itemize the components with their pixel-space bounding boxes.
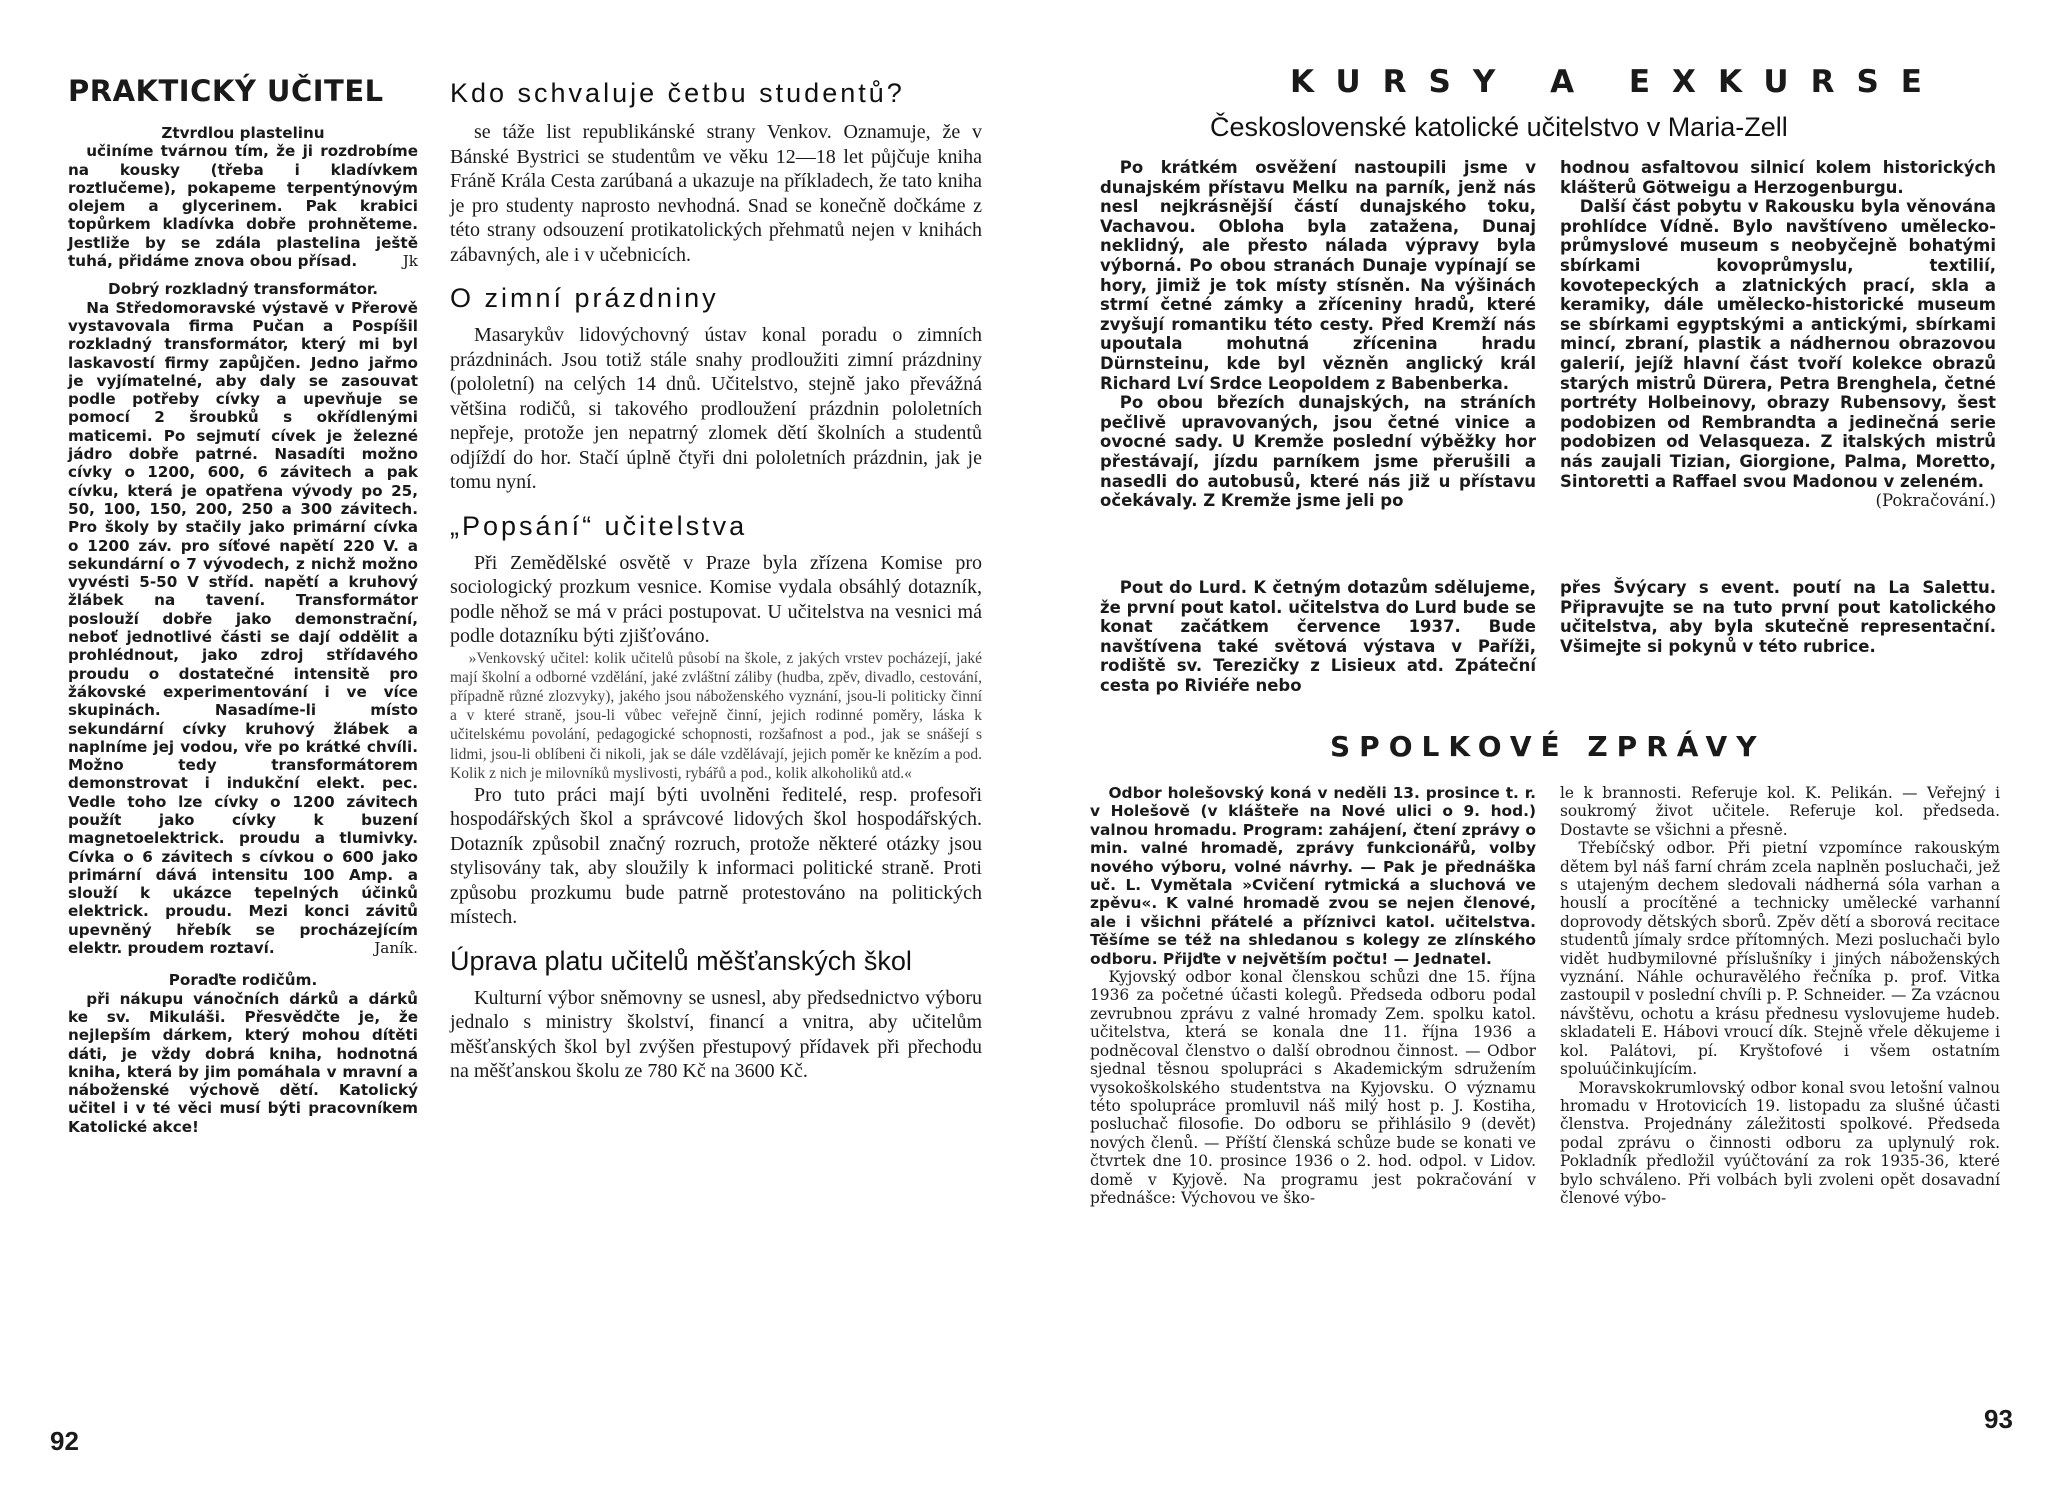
practical-teacher-column [68, 118, 418, 1136]
courses-section-title: KURSY A EXKURSE [1290, 64, 1944, 100]
paragraph: Třebíčský odbor. Při pietní vzpomínce rakouským dětem byl náš farní chrám zcela naplněn posluchači, jež s utajeným dechem sledovali nádherná sóla varhan a houslí a procítěné a technicky umělecké varhanní doprovody dětských sborů. Zpěv dětí a sborová recitace studentů jímaly srdce přítomných. Mezi posluchači bylo vidět hudbymilovné příslušníky i jiných náboženských vyznání. Náhle ochuravělého řečníka p. prof. Vitka zastoupil v poslední chvíli p. P. Schneider. — Za vzácnou návštěvu, ochotu a krásu přednesu vyslovujeme hudeb. skladateli E. Hábovi vroucí dík. Stejně vřele děkujeme i kol. Palátovi, pí. Kryštofové i všem ostatním spoluúčinkujícím. [1560, 839, 2000, 1079]
paragraph: Odbor holešovský koná v neděli 13. prosince t. r. v Holešově (v klášteře na Nové ulici o 9. hod.) valnou hromadu. Program: zahájení, čtení zprávy o min. valné hromadě, zprávy funkcionářů, volby nového výboru, volné návrhy. — Pak je přednáška uč. L. Vymětala »Cvičení rytmická a sluchová ve zpěvu«. K valné hromadě zvou se nejen členové, ale i všichni přátelé a příznivci katol. učitelstva. Těšíme se též na shledanou s kolegy ze zlínského odboru. Přijďte v největším počtu! — Jednatel. [1090, 784, 1536, 968]
article-left-column [1100, 158, 1536, 511]
section-heading: „Popsání“ učitelstva [450, 510, 748, 541]
section-heading: O zimní prázdniny [450, 283, 719, 313]
association-news-title: SPOLKOVÉ ZPRÁVY [1330, 730, 1766, 763]
item-text: učiníme tvárnou tím, že ji rozdrobíme na kousky (třeba i kladívkem roztlučeme), pokapeme terpentýnovým olejem a glycerinem. Pak krabici topůrkem kladívka dobře prohněteme. Jestliže by se zdála plastelina ještě tuhá, přidáme znova obou přísad. Jk [68, 142, 418, 271]
paragraph: Masarykův lidovýchovný ústav konal poradu o zimních prázdninách. Jsou totiž stále snahy prodloužiti zimní prázdniny (pololetní) na celých 14 dnů. Učitelstvo, stejně jako převážná většina rodičů, si takového prodloužení prázdnin pololetních nepřeje, protože jen nepatrný zlomek dětí školních a studentů odjíždí do hor. Stačí úplně čtyři dni pololetních prázdnin, jak je tomu nyní. [450, 324, 982, 493]
paragraph: Kyjovský odbor konal členskou schůzi dne 15. října 1936 za početné účasti kolegů. Předseda odboru podal zevrubnou zprávu z valné hromady Zem. spolku katol. učitelstva, která se konala dne 11. října 1936 a podněcoval členstvo o další obrodnou činnost. — Odbor sjednal těsnou spolupráci s Akademickým sdružením vysokoškolského studentstva na Kyjovsku. O významu této spolupráce promluvil náš milý host p. J. Kostiha, posluchač filosofie. Do odboru se přihlásilo 9 (devět) nových členů. — Příští členská schůze bude se konati ve čtvrtek dne 10. prosince 1936 o 2. hod. odpol. v Lidov. domě v Kyjově. Na programu jest pokračování v přednášce: Výchovou ve ško- [1090, 968, 1536, 1207]
item-text: při nákupu vánočních dárků a dárků ke sv. Mikuláši. Přesvědčte je, že nejlepším dárkem, který mohou dítěti dáti, je vždy dobrá kniha, hodnotná kniha, která by jim pomáhala v mravní a náboženské výchově dětí. Katolický učitel i v té věci musí býti pracovníkem Katolické akce! [68, 989, 418, 1136]
item-text: Na Středomoravské výstavě v Přerově vystavovala firma Pučan a Pospíšil rozkladný transformátor, který mi byl laskavostí firmy zapůjčen. Jedno jařmo je vyjímatelné, aby daly se zasouvat podle potřeby cívky a upevňuje se pomocí 2 šroubků s okřídlenými maticemi. Po sejmutí cívek je železné jádro dobře patrné. Nasadíti možno cívky o 1200, 600, 6 závitech a pak cívku, která je opatřena vývody po 25, 50, 100, 150, 200, 250 a 300 závitech. Pro školy by stačily jako primární cívka o 1200 záv. pro síťové napětí 220 V. a sekundární o 7 vývodech, z nichž možno vyvésti 5-50 V stříd. napětí a kruhový žlábek na tavení. Transformátor poslouží dobře jako demonstrační, neboť jednotlivé části se dají oddělit a prohlédnout, jako zdroj střídavého proudu o dostatečné intensitě pro žákovské experimentování i ve více skupinách. Nasadíme-li místo sekundární cívky kruhový žlábek a naplníme jej vodou, vře po krátké chvíli. Možno tedy transformátorem demonstrovat i indukční elekt. pec. Vedle toho lze cívky o 1200 závitech použít jako cívky k buzení magnetoelektrick. proudu a tlumivky. Cívka o 6 závitech s cívkou o 600 jako primární dává intensitu 100 Amp. a slouží k ukázce tepelných účinků elektrick. proudu. Mezi konci závitů upevněný hřebík se procházejícím elektr. proudem roztaví. Janík. [68, 298, 418, 958]
item-subtitle: Dobrý rozkladný transformátor. [107, 280, 379, 299]
paragraph: Pro tuto práci mají býti uvolněni ředitelé, resp. profesoři hospodářských škol a správcové lidových škol hospodářských. Dotazník způsobil značný rozruch, protože některé otázky jsou stylisovány tak, aby sloužily k informaci politické straně. Proti způsobu prozkumu bude patrně protestováno na politických místech. [450, 783, 982, 929]
paragraph: přes Švýcary s event. poutí na La Salettu. Připravujte se na tuto první pout katolického učitelstva, aby byla skutečně representační. Všimejte si pokynů v této rubrice. [1560, 578, 1996, 656]
pilgrimage-left [1100, 578, 1536, 696]
association-right-column [1560, 784, 2000, 1207]
page-number-left: 92 [50, 1426, 79, 1456]
section-heading: Kdo schvaluje četbu studentů? [450, 78, 905, 108]
paragraph: se táže list republikánské strany Venkov. Oznamuje, že v Bánské Bystrici se studentům ve věku 12—18 let půjčuje kniha Fráně Krála Cesta zarúbaná a ukazuje na příkladech, že tato kniha je pro studenty naprosto nevhodná. Snad se konečně dočkáme z této strany odsouzení protikatolických přehmatů nejen v knihách zábavných, ale i v učebnicích. [450, 121, 982, 266]
paragraph: Po krátkém osvěžení nastoupili jsme v dunajském přístavu Melku na parník, jenž nás nesl nejkrásnější částí dunajského toku, Vachavou. Obloha byla zatažena, Dunaj neklidný, ale přesto nálada výpravy byla výborná. Po obou stranách Dunaje vypínají se hory, jimiž je tok místy stísněn. Na výšinách strmí četné zámky a zříceniny hradů, které zvyšují romantiku této cesty. Před Kremží nás upoutala mohutná zřícenina hradu Dürnsteinu, kde byl vězněn anglický král Richard Lví Srdce Leopoldem z Babenberka. [1100, 158, 1536, 393]
association-left-column [1090, 784, 1536, 1207]
pilgrimage-right [1560, 578, 1996, 656]
paragraph: Pout do Lurd. K četným dotazům sdělujeme, že první pout katol. učitelstva do Lurd bude se konat začátkem července 1937. Bude navštívena také světová výstava v Paříži, rodiště sv. Terezičky z Lisieux atd. Zpáteční cesta po Riviéře nebo [1100, 578, 1536, 695]
education-news-column [450, 76, 982, 1084]
item-subtitle: Ztvrdlou plastelinu [161, 124, 325, 142]
paragraph: Kulturní výbor sněmovny se usnesl, aby předsednictvo výboru jednalo s ministry školství, financí a vnitra, aby učitelům měšťanských škol byl zvýšen přestupový přídavek při přechodu na měšťanskou školu ze 780 Kč na 3600 Kč. [450, 986, 982, 1083]
article-heading: Československé katolické učitelstvo v Maria-Zell [1210, 112, 1788, 142]
practical-teacher-title: PRAKTICKÝ UČITEL [68, 74, 384, 108]
paragraph: Další část pobytu v Rakousku byla věnována prohlídce Vídně. Bylo navštíveno umělecko-průmyslové museum s neobyčejně bohatými sbírkami kovoprůmyslu, textilií, kovotepeckých a zlatnických prací, skla a keramiky, dále umělecko-historické museum se sbírkami egyptskými a antickými, sbírkami mincí, zbraní, plastik a nádhernou obrazovou galerií, jejíž hlavní část tvoří kolekce obrazů starých mistrů Dürera, Petra Brenghela, četné portréty Holbeinovy, obrazy Rubensovy, šest podobizen od Rembrandta a jedinečná serie podobizen od Velasqueza. Z italských mistrů nás zaujali Tizian, Giorgione, Palma, Moretto, Sintoretti a Raffael svou Madonou v zeleném. [1560, 197, 1996, 491]
continued-note: (Pokračování.) [1875, 491, 1996, 511]
questionnaire-quote: »Venkovský učitel: kolik učitelů působí na škole, z jakých vrstev pocházejí, jaké mají školní a odborné vzdělání, jaké zvláštní záliby (hudba, zpěv, divadlo, cestování, případně různé zlozvyky), jakého jsou náboženského vyznání, jsou-li politicky činní a v které straně, jsou-li vůbec veřejně činní, jejich rodinné poměry, láska k učitelskému povolání, pedagogické schopnosti, rozšafnost a pod., jak se snášejí s lidmi, jsou-li oblíbeni či nikoli, jak se dále vzdělávají, jejich poměr ke knězím a pod. Kolik z nich je milovníků myslivosti, rybářů a pod., kolik alkoholiků atd.« [450, 649, 982, 782]
item-signature: Jk [402, 252, 418, 271]
paragraph: Po obou březích dunajských, na stráních pečlivě upravovaných, jsou četné vinice a ovocné sady. U Kremže poslední výběžky hor přestávají, jízdu parníkem jsme přerušili a nasedli do autobusů, které nás již u přístavu očekávaly. Z Kremže jsme jeli po [1100, 393, 1536, 511]
article-right-column [1560, 158, 1996, 511]
section-heading: Úprava platu učitelů měšťanských škol [450, 945, 912, 976]
item-signature: Janík. [374, 939, 418, 958]
paragraph: le k brannosti. Referuje kol. K. Pelikán. — Veřejný i soukromý život učitele. Referuje kol. předseda. Dostavte se všichni a přesně. [1560, 784, 2000, 839]
paragraph: Při Zemědělské osvětě v Praze byla zřízena Komise pro sociologický prozkum vesnice. Komise vydala obsáhlý dotazník, podle něhož se má v práci postupovat. U učitelstva na vesnici má podle dotazníku býti zjišťováno. [450, 551, 982, 647]
item-subtitle: Poraďte rodičům. [168, 971, 318, 990]
paragraph: Moravskokrumlovský odbor konal svou letošní valnou hromadu v Hrotovicích 19. listopadu za slušné účasti členstva. Projednány záležitosti spolkové. Předseda podal zprávu o činnosti odboru za uplynulý rok. Pokladník předložil vyúčtování za rok 1935-36, které bylo schváleno. Při volbách byli zvoleni opět dosavadní členové výbo- [1560, 1078, 2000, 1207]
paragraph: hodnou asfaltovou silnicí kolem historických klášterů Götweigu a Herzogenburgu. [1560, 158, 1996, 197]
page-number-right: 93 [1984, 1404, 2013, 1434]
